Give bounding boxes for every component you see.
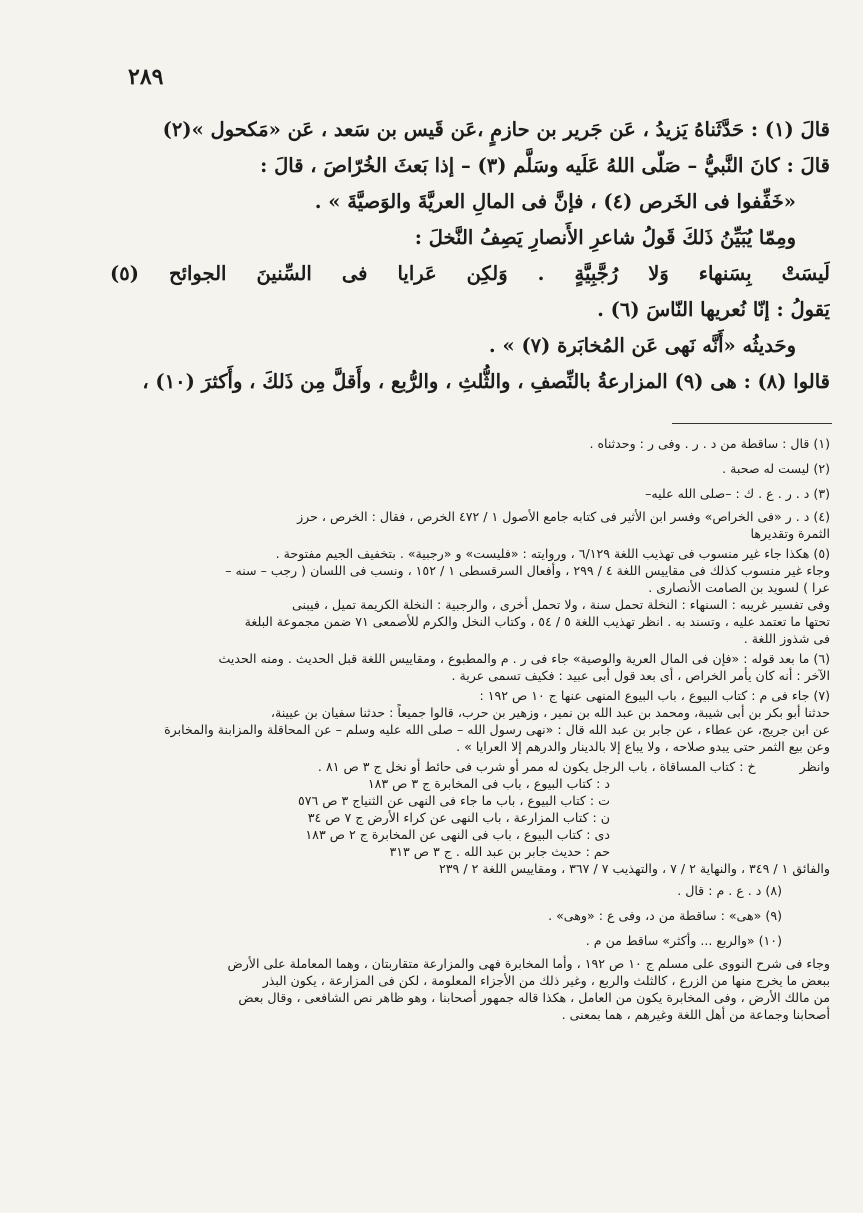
main-line: وحَديثُه «أَنَّه نَهى عَن المُخابَرة (٧) » . <box>488 334 796 357</box>
footnotes <box>118 433 830 1026</box>
footnote-line: عرا ) لسويد بن الصامت الأنصارى . <box>648 580 830 595</box>
main-line: قالوا (٨) : هى (٩) المزارعةُ بالنِّصفِ ، والثُّلثِ ، والرُّبع ، وأَقلَّ مِن ذَلكَ ، وأَكثرَ (١٠) ، <box>142 370 830 393</box>
reference-label: وانظر <box>799 759 830 774</box>
main-line: ومِمّا يُبَيِّنُ ذَلكَ قَولُ شاعرِ الأَنصارِ يَصِفُ النَّخلَ : <box>414 226 796 249</box>
footnote-line: (٥) هكذا جاء غير منسوب فى تهذيب اللغة ٦/١٢٩ ، وروايته : «فليست» و «رجبية» . بتخفيف الجيم مفتوحة . <box>275 546 830 561</box>
footnote-line: أصحابنا وجماعة من أهل اللغة وغيرهم ، هما بمعنى . <box>561 1007 830 1022</box>
footnote-1 <box>118 433 830 455</box>
footnote-9 <box>118 905 830 927</box>
reference-line: ت : كتاب البيوع ، باب ما جاء فى النهى عن الثنياج ٣ ص ٥٧٦ <box>297 793 610 808</box>
footnote-line: حدثنا أبو بكر بن أبى شيبة، ومحمد بن عبد الله بن نمير ، وزهير بن حرب، قالوا جميعاً : حدثنا سفيان بن عيينة، <box>270 705 830 720</box>
footnote-3 <box>118 483 830 505</box>
footnote-line: وعن بيع الثمر حتى يبدو صلاحه ، ولا يباع إلا بالدينار والدرهم إلا العرايا » . <box>456 739 830 754</box>
footnote-line: تحتها ما تعتمد عليه ، وتسند به . انظر تهذيب اللغة ٥ / ٥٤ ، وكتاب النخل والكرم للأصمعى ٧١ ضمن مجموعة البلغة <box>244 614 830 629</box>
main-line: قالَ : كانَ النَّبيُّ – صَلّى اللهُ عَلَيه وسَلَّم (٣) – إذا بَعثَ الخُرّاصَ ، قالَ : <box>260 154 830 177</box>
footnote-line: ببعض ما يخرج منها من الزرع ، كالثلث والربع ، وغير ذلك من الأجزاء المعلومة ، لكن فى المزارعة ، يكون البذر <box>262 973 830 988</box>
main-line: «خَفِّفوا فى الخَرص (٤) ، فإنَّ فى المالِ العريَّةَ والوَصيَّةَ » . <box>314 190 796 213</box>
footnote-line: الآخر : أنه كان يأمر الخراص ، أى بعد قول أبى عبيد : فكيف تسمى عرية . <box>451 668 830 683</box>
footnote-line: (١) قال : ساقطة من د . ر . وفى ر : وحدثناه . <box>589 436 830 451</box>
footnote-line: (١٠) «والربع ... وأكثر» ساقط من م . <box>585 933 782 948</box>
footnote-separator <box>672 423 832 424</box>
reference-line: حم : حديث جابر بن عبد الله . ج ٣ ص ٣١٣ <box>389 844 610 859</box>
footnote-line: وجاء فى شرح النووى على مسلم ج ١٠ ص ١٩٢ ، وأما المخابرة فهى والمزارعة متقاربتان ، وهما المعاملة على الأرض <box>227 956 830 971</box>
footnote-10 <box>118 930 830 952</box>
footnote-line: فى شذوز اللغة . <box>743 631 830 646</box>
reference-summary: والفائق ١ / ٣٤٩ ، والنهاية ٢ / ٧ ، والتهذيب ٧ / ٣٦٧ ، ومقاييس اللغة ٢ / ٢٣٩ <box>439 861 830 876</box>
footnote-line: الثمرة وتقديرها <box>750 526 830 541</box>
footnote-line: وجاء غير منسوب كذلك فى مقاييس اللغة ٤ / ٢٩٩ ، وأفعال السرقسطى ١ / ١٥٢ ، ونسب فى اللسان ( رجب – سنه – <box>225 563 830 578</box>
reference-line: ن : كتاب المزارعة ، باب النهى عن كراء الأرض ج ٧ ص ٣٤ <box>307 810 610 825</box>
main-text <box>110 112 830 400</box>
footnote-line: (٣) د . ر . ع . ك : –صلى الله عليه– <box>645 486 830 501</box>
footnote-8 <box>118 880 830 902</box>
footnote-5 <box>118 545 830 647</box>
references <box>118 758 830 877</box>
footnote-line: (٤) د . ر «فى الخراص» وفسر ابن الأثير فى كتابه جامع الأصول ١ / ٤٧٢ الخرص ، فقال : الخرص ، حرز <box>297 509 830 524</box>
footnote-line: (٧) جاء فى م : كتاب البيوع ، باب البيوع المنهى عنها ج ١٠ ص ١٩٢ : <box>479 688 830 703</box>
reference-line: د : كتاب البيوع ، باب فى المخابرة ج ٣ ص ١٨٣ <box>367 776 610 791</box>
footnote-6 <box>118 650 830 684</box>
footnote-line: عن ابن جريج، عن عطاء ، عن جابر بن عبد الله قال : «نهى رسول الله – صلى الله عليه وسلم – عن المحاقلة والمزابنة والمخابرة <box>164 722 830 737</box>
footnote-4 <box>118 508 830 542</box>
main-line: يَقولُ : إنّا نُعريها النّاسَ (٦) . <box>597 298 830 321</box>
footnote-line: من مالك الأرض ، وفى المخابرة يكون من العامل ، هكذا قاله جمهور أصحابنا ، وهو ظاهر نص الشافعى ، وقال بعض <box>238 990 830 1005</box>
footnote-final <box>118 955 830 1023</box>
footnote-line: (٦) ما بعد قوله : «فإن فى المال العرية والوصية» جاء فى ر . م والمطبوع ، ومقاييس اللغة قبل الحديث . ومنه الحديث <box>218 651 830 666</box>
reference-line: دى : كتاب البيوع ، باب فى النهى عن المخابرة ج ٢ ص ١٨٣ <box>305 827 610 842</box>
footnote-line: وفى تفسير غريبه : السنهاء : النخلة تحمل سنة ، ولا تحمل أخرى ، والرجبية : النخلة الكريمة تميل ، فيبنى <box>291 597 830 612</box>
footnote-line: (٢) ليست له صحبة . <box>722 461 830 476</box>
reference-line <box>118 758 830 775</box>
footnote-line: (٨) د . ع . م : قال . <box>677 883 782 898</box>
footnote-2 <box>118 458 830 480</box>
page-number: ٢٨٩ <box>128 64 164 90</box>
footnote-7 <box>118 687 830 755</box>
main-line: قالَ (١) : حَدَّثَناهُ يَزيدُ ، عَن جَرير بن حازمٍ ،عَن قَيس بن سَعد ، عَن «مَكحول »(٢) <box>162 118 830 141</box>
footnote-line: (٩) «هى» : ساقطة من د، وفى ع : «وهى» . <box>548 908 782 923</box>
reference-text: خ : كتاب المساقاة ، باب الرجل يكون له ممر أو شرب فى حائط أو نخل ج ٣ ص ٨١ . <box>317 759 756 774</box>
verse-line: لَيسَتْ بِسَنهاء وَلا رُجَّبِيَّةٍ . وَلكِن عَرايا فى السِّنينَ الجوائح (٥) <box>110 262 830 285</box>
